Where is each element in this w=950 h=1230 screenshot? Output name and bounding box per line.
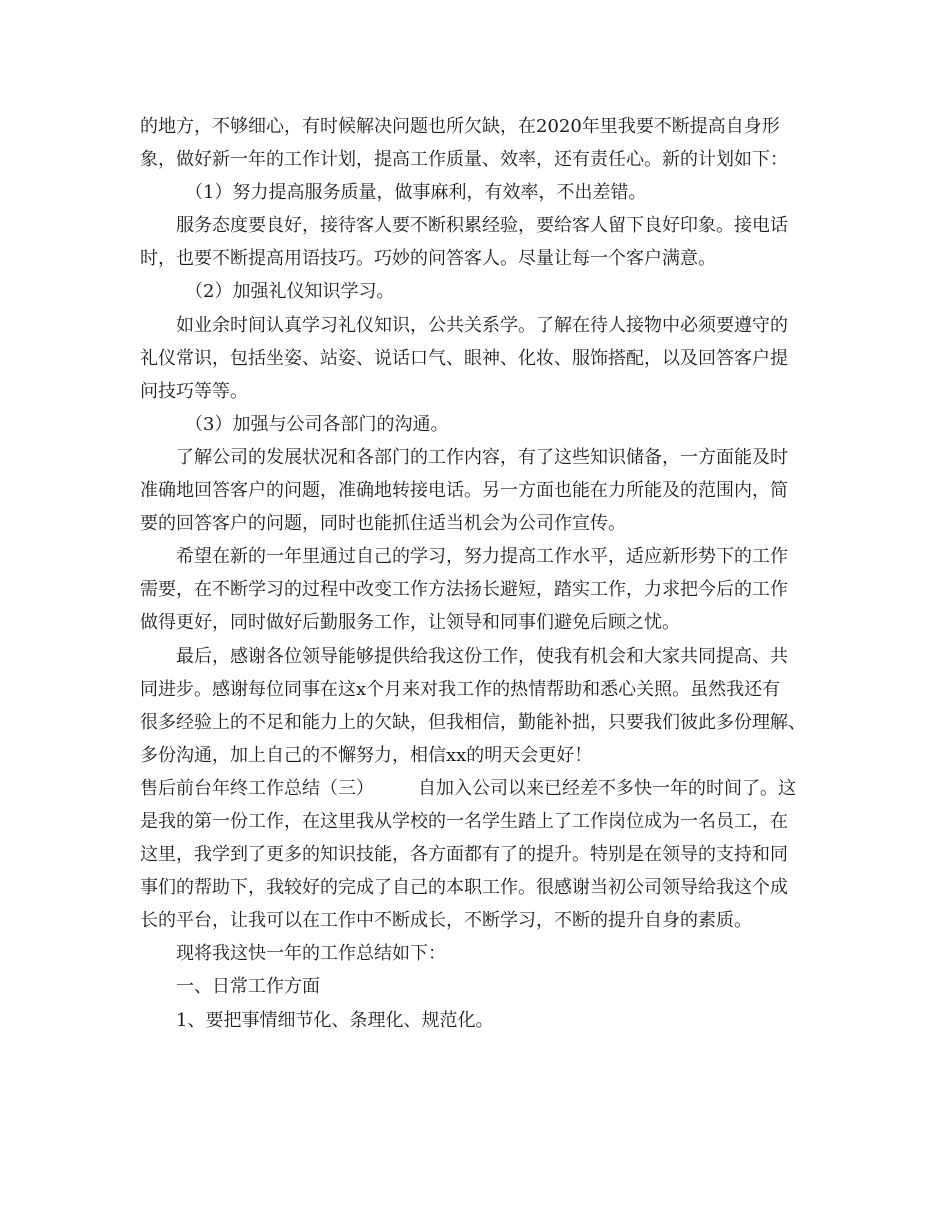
section-heading-line (140, 772, 820, 805)
list-item: （2）加强礼仪知识学习。 (185, 281, 395, 303)
paragraph-start: 服务态度要良好，接待客人要不断积累经验，要给客人留下良好印象。接电话 (176, 215, 788, 237)
text-line: 需要，在不断学习的过程中改变工作方法扬长避短，踏实工作，力求把今后的工作 (140, 579, 788, 601)
paragraph-start: 最后，感谢各位领导能够提供给我这份工作，使我有机会和大家共同提高、共 (176, 645, 788, 667)
document-body (140, 110, 820, 1037)
subheading: 一、日常工作方面 (176, 976, 320, 998)
text-line: 礼仪常识，包括坐姿、站姿、说话口气、眼神、化妆、服饰搭配，以及回答客户提 (140, 347, 788, 369)
text-line: 同进步。感谢每位同事在这x个月来对我工作的热情帮助和悉心关照。虽然我还有 (140, 678, 781, 700)
paragraph-start: 现将我这快一年的工作总结如下： (176, 943, 446, 965)
list-item: （1）努力提高服务质量，做事麻利，有效率，不出差错。 (185, 182, 647, 204)
list-item: （3）加强与公司各部门的沟通。 (185, 413, 449, 435)
list-item: 1、要把事情细节化、条理化、规范化。 (176, 1009, 494, 1031)
text-line: 问技巧等等。 (140, 380, 248, 402)
text-line: 时，也要不断提高用语技巧。巧妙的问答客人。尽量让每一个客户满意。 (140, 248, 716, 270)
section-title: 售后前台年终工作总结（三） (140, 777, 374, 799)
text-line: 准确地回答客户的问题，准确地转接电话。另一方面也能在力所能及的范围内，简 (140, 480, 788, 502)
text-line: 的地方，不够细心，有时候解决问题也所欠缺，在2020年里我要不断提高自身形 (140, 116, 780, 137)
paragraph-start: 了解公司的发展状况和各部门的工作内容，有了这些知识储备，一方面能及时 (176, 446, 788, 468)
paragraph-start: 希望在新的一年里通过自己的学习，努力提高工作水平，适应新形势下的工作 (176, 546, 788, 568)
text-line: 象，做好新一年的工作计划，提高工作质量、效率，还有责任心。新的计划如下： (140, 149, 788, 171)
text-line: 事们的帮助下，我较好的完成了自己的本职工作。很感谢当初公司领导给我这个成 (140, 877, 788, 899)
text-line: 很多经验上的不足和能力上的欠缺，但我相信，勤能补拙，只要我们彼此多份理解、 (140, 711, 806, 733)
text-line: 这里，我学到了更多的知识技能，各方面都有了的提升。特别是在领导的支持和同 (140, 844, 788, 866)
paragraph-start: 如业余时间认真学习礼仪知识，公共关系学。了解在待人接物中必须要遵守的 (176, 314, 788, 336)
text-line: 做得更好，同时做好后勤服务工作，让领导和同事们避免后顾之忧。 (140, 612, 680, 634)
text-line: 要的回答客户的问题，同时也能抓住适当机会为公司作宣传。 (140, 513, 626, 535)
text-line: 多份沟通，加上自己的不懈努力，相信xx的明天会更好！ (140, 744, 593, 766)
text-line: 长的平台，让我可以在工作中不断成长，不断学习，不断的提升自身的素质。 (140, 910, 752, 932)
section-first-line: 自加入公司以来已经差不多快一年的时间了。这 (418, 777, 796, 799)
text-line: 是我的第一份工作，在这里我从学校的一名学生踏上了工作岗位成为一名员工，在 (140, 810, 788, 832)
